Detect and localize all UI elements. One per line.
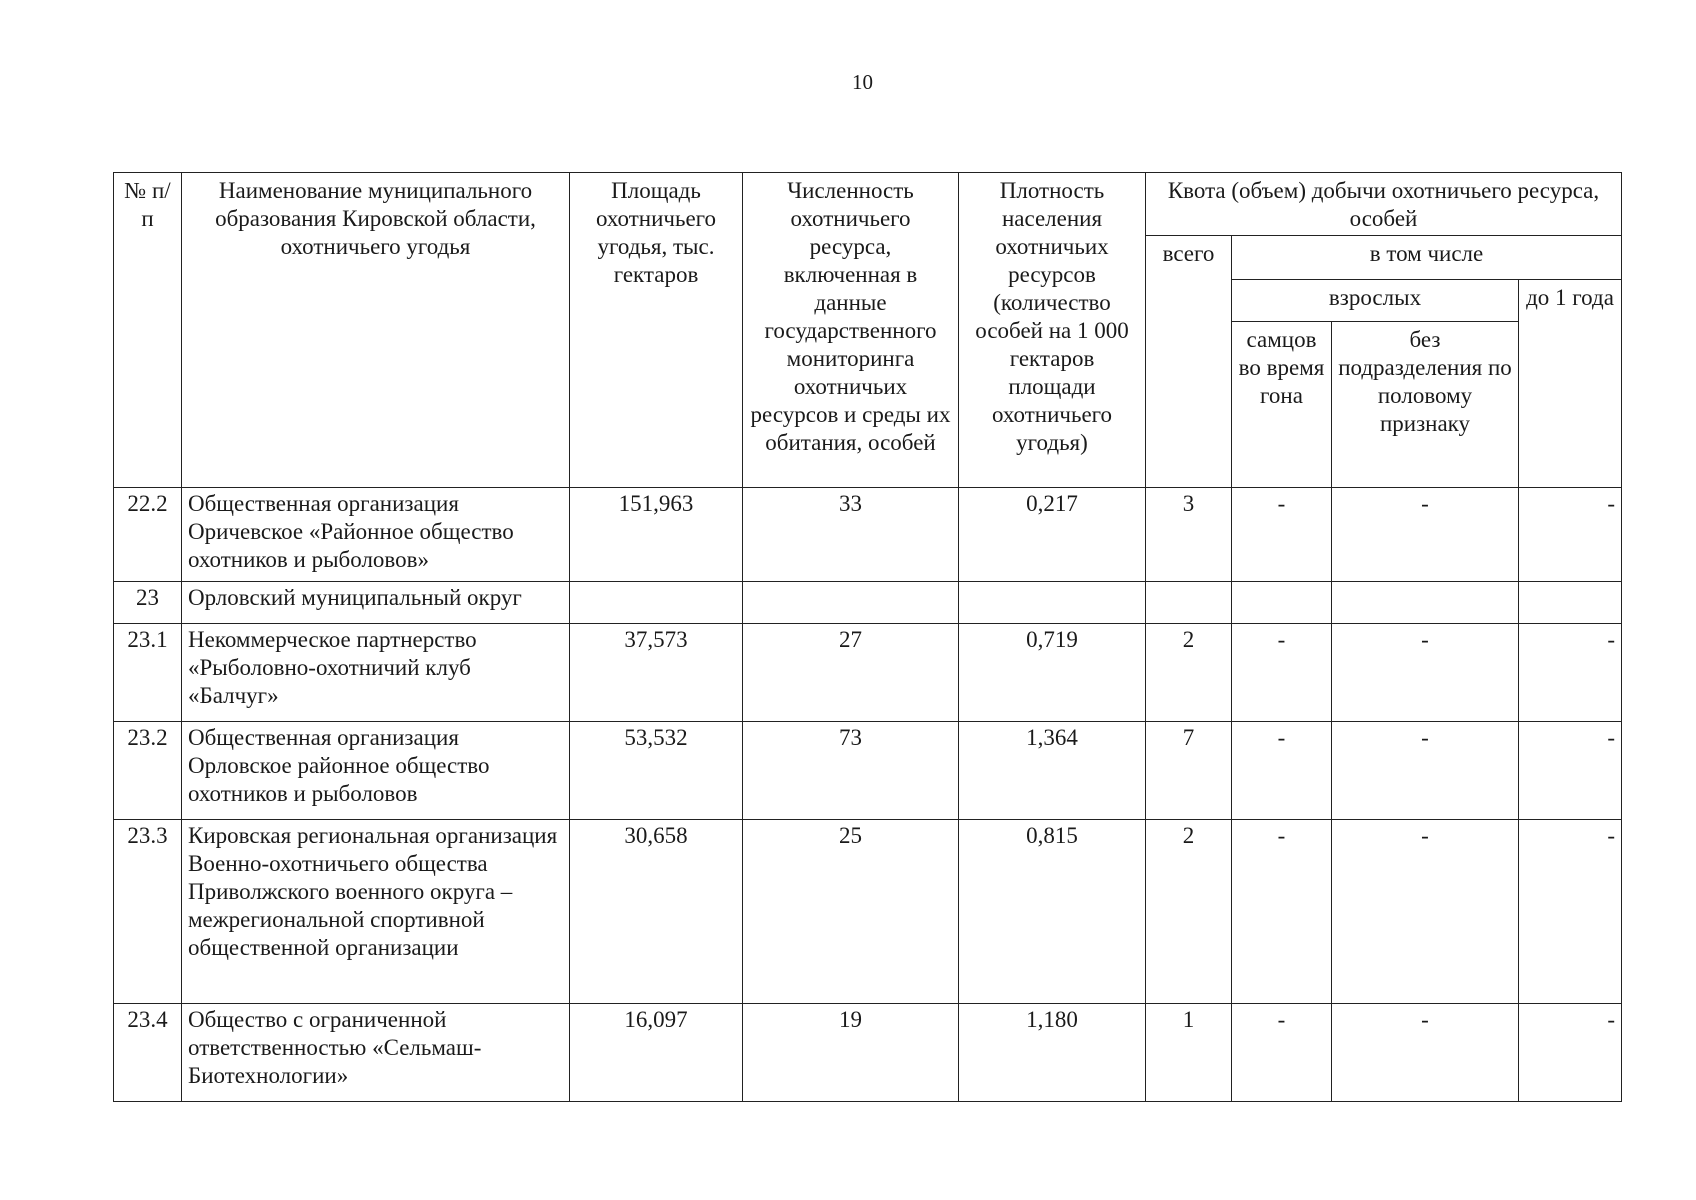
table-row <box>114 820 1622 1004</box>
row-total <box>1146 582 1232 624</box>
row-density: 0,719 <box>959 624 1146 722</box>
row-young: - <box>1519 820 1622 1004</box>
row-name: Орловский муниципальный округ <box>182 582 570 624</box>
row-num: 23.4 <box>114 1004 182 1102</box>
row-total: 2 <box>1146 820 1232 1004</box>
row-young: - <box>1519 488 1622 582</box>
row-population: 33 <box>743 488 959 582</box>
row-nosex: - <box>1332 1004 1519 1102</box>
row-density: 1,364 <box>959 722 1146 820</box>
header-under-year: до 1 года <box>1519 280 1622 488</box>
row-name: Общественная организация Орловское районное общество охотников и рыболовов <box>182 722 570 820</box>
header-area: Площадь охотничьего угодья, тыс. гектаров <box>570 173 743 488</box>
row-area: 151,963 <box>570 488 743 582</box>
header-quota: Квота (объем) добычи охотничьего ресурса, особей <box>1146 173 1622 236</box>
row-population <box>743 582 959 624</box>
page-number: 10 <box>852 70 873 94</box>
row-total: 2 <box>1146 624 1232 722</box>
row-males: - <box>1232 722 1332 820</box>
table-row <box>114 722 1622 820</box>
table-row <box>114 1004 1622 1102</box>
row-num: 23.1 <box>114 624 182 722</box>
row-density: 1,180 <box>959 1004 1146 1102</box>
row-nosex: - <box>1332 722 1519 820</box>
row-name: Общество с ограниченной ответственностью «Сельмаш-Биотехнологии» <box>182 1004 570 1102</box>
row-males: - <box>1232 820 1332 1004</box>
row-num: 23.3 <box>114 820 182 1004</box>
row-name: Некоммерческое партнерство «Рыболовно-охотничий клуб «Балчуг» <box>182 624 570 722</box>
row-num: 22.2 <box>114 488 182 582</box>
row-males <box>1232 582 1332 624</box>
row-area: 16,097 <box>570 1004 743 1102</box>
header-adults: взрослых <box>1232 280 1519 322</box>
row-population: 19 <box>743 1004 959 1102</box>
row-area <box>570 582 743 624</box>
row-population: 25 <box>743 820 959 1004</box>
table-row <box>114 488 1622 582</box>
row-population: 27 <box>743 624 959 722</box>
row-young: - <box>1519 624 1622 722</box>
row-nosex: - <box>1332 820 1519 1004</box>
row-area: 53,532 <box>570 722 743 820</box>
row-num: 23 <box>114 582 182 624</box>
row-name: Общественная организация Оричевское «Районное общество охотников и рыболовов» <box>182 488 570 582</box>
row-num: 23.2 <box>114 722 182 820</box>
row-name: Кировская региональная организация Военно-охотничьего общества Приволжского военного округа – межрегиональной спортивной общественной организации <box>182 820 570 1004</box>
header-total: всего <box>1146 236 1232 488</box>
row-population: 73 <box>743 722 959 820</box>
row-young <box>1519 582 1622 624</box>
header-density: Плотность населения охотничьих ресурсов (количество особей на 1 000 гектаров площади охотничьего угодья) <box>959 173 1146 488</box>
row-density <box>959 582 1146 624</box>
row-area: 37,573 <box>570 624 743 722</box>
row-nosex: - <box>1332 488 1519 582</box>
row-males: - <box>1232 1004 1332 1102</box>
header-num: № п/п <box>114 173 182 488</box>
row-total: 3 <box>1146 488 1232 582</box>
quota-table <box>113 172 1622 1102</box>
table-row <box>114 582 1622 624</box>
row-density: 0,217 <box>959 488 1146 582</box>
header-including: в том числе <box>1232 236 1622 280</box>
row-area: 30,658 <box>570 820 743 1004</box>
row-total: 1 <box>1146 1004 1232 1102</box>
header-name: Наименование муниципального образования Кировской области, охотничьего угодья <box>182 173 570 488</box>
row-density: 0,815 <box>959 820 1146 1004</box>
header-population: Численность охотничьего ресурса, включенная в данные государственного мониторинга охотничьих ресурсов и среды их обитания, особей <box>743 173 959 488</box>
header-males-rut: самцов во время гона <box>1232 322 1332 488</box>
row-nosex: - <box>1332 624 1519 722</box>
row-males: - <box>1232 624 1332 722</box>
row-males: - <box>1232 488 1332 582</box>
row-nosex <box>1332 582 1519 624</box>
header-no-sex: без подразделения по половому признаку <box>1332 322 1519 488</box>
row-young: - <box>1519 1004 1622 1102</box>
row-total: 7 <box>1146 722 1232 820</box>
table-header <box>114 173 1622 488</box>
row-young: - <box>1519 722 1622 820</box>
table-row <box>114 624 1622 722</box>
